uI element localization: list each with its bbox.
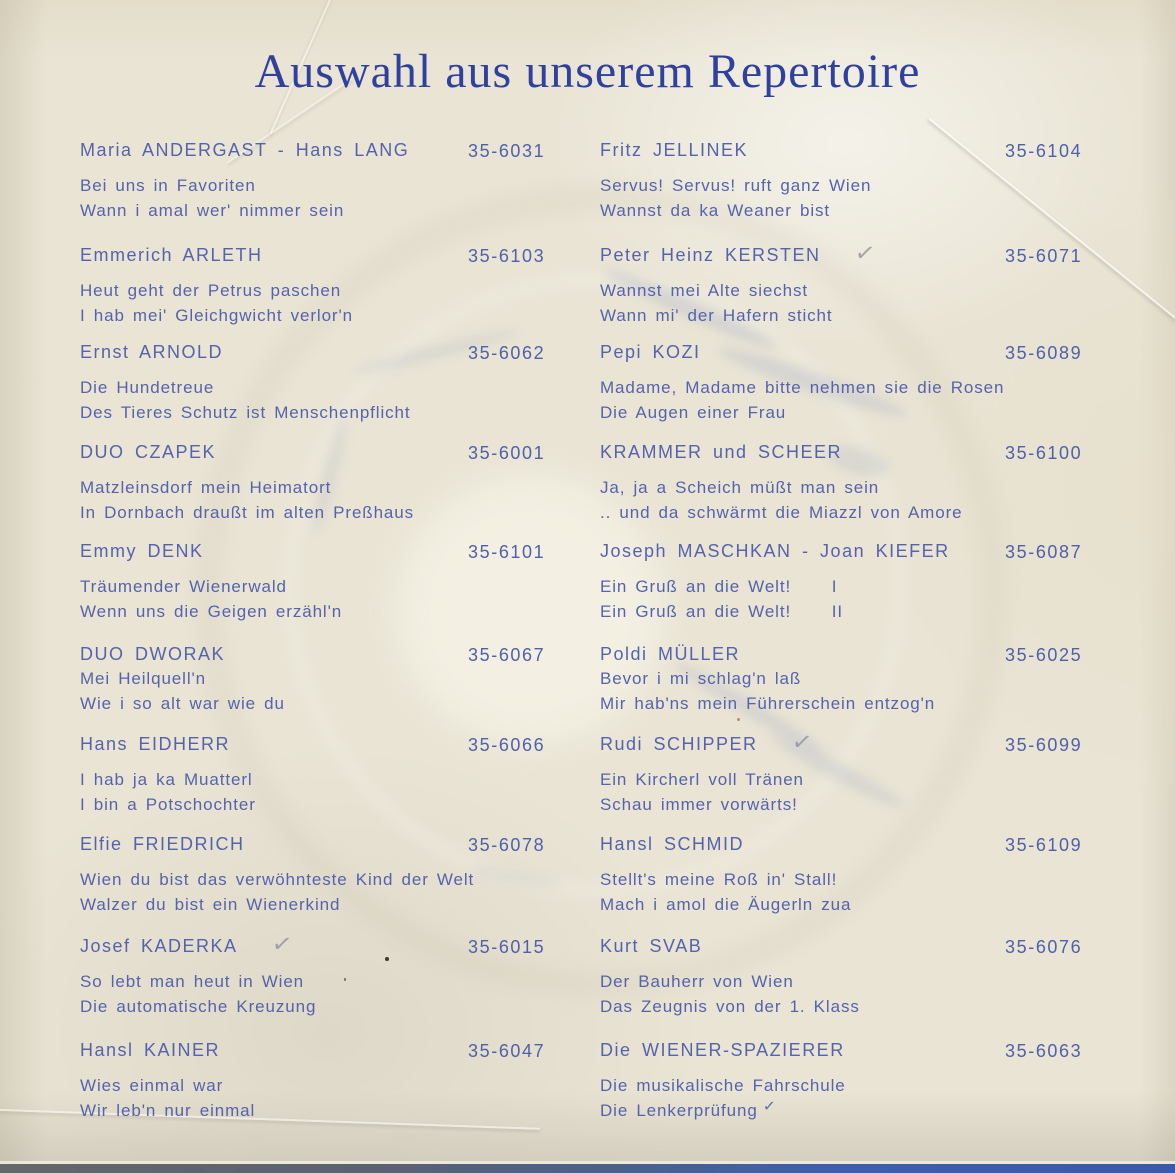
repertoire-entry	[600, 342, 1160, 425]
song-line	[600, 376, 1160, 401]
song-title: I hab mei' Gleichgwicht verlor'n	[80, 305, 353, 325]
song-line	[80, 970, 570, 995]
song-title: Wies einmal war	[80, 1076, 224, 1095]
song-line	[80, 401, 570, 426]
artist-name: Maria ANDERGAST - Hans LANG	[80, 140, 410, 160]
song-list	[600, 476, 1160, 525]
song-title: Ein Gruß an die Welt! II	[600, 601, 843, 621]
artist-name: Ernst ARNOLD	[80, 342, 224, 362]
song-line	[600, 401, 1160, 426]
song-line	[600, 600, 1160, 625]
song-line	[600, 692, 1160, 717]
song-title: Wie i so alt war wie du	[80, 693, 285, 713]
repertoire-entry	[80, 442, 570, 525]
catalog-number: 35-6089	[1005, 343, 1083, 363]
song-line	[600, 868, 1160, 893]
song-title: Die musikalische Fahrschule	[600, 1076, 846, 1095]
catalog-number: 35-6063	[1005, 1041, 1083, 1061]
repertoire-entry	[600, 442, 1160, 525]
song-line	[80, 667, 570, 692]
song-title: Walzer du bist ein Wienerkind	[80, 894, 341, 914]
song-title: Wann i amal wer' nimmer sein	[80, 200, 345, 220]
song-line	[80, 692, 570, 717]
song-title: Heut geht der Petrus paschen	[80, 281, 342, 300]
song-list	[80, 1074, 570, 1123]
song-title: I hab ja ka Muatterl	[80, 770, 253, 789]
song-title: Des Tieres Schutz ist Menschenpflicht	[80, 402, 411, 422]
song-line	[600, 279, 1160, 304]
song-line	[600, 893, 1160, 918]
song-line	[600, 501, 1160, 526]
repertoire-entry	[80, 245, 570, 328]
catalog-number: 35-6071	[1005, 246, 1083, 266]
song-line	[80, 199, 570, 224]
repertoire-column-left	[80, 0, 570, 1173]
song-title: Mei Heilquell'n	[80, 669, 207, 688]
artist-name: Fritz JELLINEK	[600, 140, 749, 160]
song-title: Wannst da ka Weaner bist	[600, 200, 831, 220]
song-line	[80, 376, 570, 401]
repertoire-entry	[80, 834, 570, 917]
catalog-number: 35-6100	[1005, 443, 1083, 463]
pencil-checkmark: ✓	[852, 237, 877, 269]
song-list	[600, 174, 1160, 223]
pencil-checkmark: ✓	[789, 726, 814, 758]
artist-name: Pepi KOZI	[600, 342, 701, 362]
song-title: Ein Kircherl voll Tränen	[600, 770, 804, 789]
song-list	[80, 376, 570, 425]
song-line	[600, 476, 1160, 501]
artist-name: Elfie FRIEDRICH	[80, 834, 245, 854]
song-line	[80, 995, 570, 1020]
song-line	[80, 304, 570, 329]
artist-name: DUO DWORAK	[80, 644, 225, 664]
song-title: Ja, ja a Scheich müßt man sein	[600, 478, 880, 497]
repertoire-entry	[80, 541, 570, 624]
page-title: Auswahl aus unserem Repertoire	[254, 45, 921, 98]
song-title: Matzleinsdorf mein Heimatort	[80, 478, 332, 497]
song-list	[600, 279, 1160, 328]
song-list	[600, 768, 1160, 817]
song-title: Die Lenkerprüfung	[600, 1100, 758, 1120]
song-line	[80, 575, 570, 600]
catalog-number: 35-6104	[1005, 141, 1083, 161]
catalog-number: 35-6015	[468, 937, 546, 957]
catalog-number: 35-6103	[468, 246, 546, 266]
song-list	[80, 279, 570, 328]
song-line	[600, 768, 1160, 793]
artist-name: Poldi MÜLLER	[600, 644, 741, 664]
artist-name: Emmy DENK	[80, 541, 204, 561]
song-line	[80, 768, 570, 793]
song-title: Ein Gruß an die Welt! I	[600, 577, 838, 596]
artist-name: Josef KADERKA	[80, 936, 238, 956]
song-title: Die automatische Kreuzung	[80, 996, 317, 1016]
song-list	[80, 868, 570, 917]
artist-name: Hansl KAINER	[80, 1040, 221, 1060]
song-line	[80, 1074, 570, 1099]
song-title: Servus! Servus! ruft ganz Wien	[600, 176, 872, 195]
catalog-number: 35-6062	[468, 343, 546, 363]
song-title: Träumender Wienerwald	[80, 577, 287, 596]
song-line	[80, 501, 570, 526]
pencil-checkmark: ✓	[269, 928, 294, 960]
repertoire-entry	[600, 936, 1160, 1019]
song-line	[80, 893, 570, 918]
song-title: Wann mi' der Hafern sticht	[600, 305, 833, 325]
repertoire-entry	[600, 726, 1160, 817]
repertoire-entry	[80, 1040, 570, 1123]
song-line	[600, 1096, 1160, 1124]
artist-name: Kurt SVAB	[600, 936, 703, 956]
artist-name: Emmerich ARLETH	[80, 245, 263, 265]
song-title: In Dornbach draußt im alten Preßhaus	[80, 502, 415, 522]
catalog-number: 35-6047	[468, 1041, 546, 1061]
song-line	[80, 1099, 570, 1124]
repertoire-entry	[600, 541, 1160, 624]
song-list	[80, 476, 570, 525]
song-line	[80, 868, 570, 893]
repertoire-entry	[80, 644, 570, 716]
song-line	[600, 667, 1160, 692]
song-list	[80, 575, 570, 624]
artist-name: DUO CZAPEK	[80, 442, 217, 462]
song-list	[80, 970, 570, 1019]
song-list	[600, 970, 1160, 1019]
song-line	[600, 174, 1160, 199]
artist-name: Joseph MASCHKAN - Joan KIEFER	[600, 541, 950, 561]
song-title: I bin a Potschochter	[80, 794, 256, 814]
repertoire-entry	[80, 140, 570, 223]
song-title: Wenn uns die Geigen erzähl'n	[80, 601, 343, 621]
song-line	[600, 304, 1160, 329]
artist-name: Hans EIDHERR	[80, 734, 231, 754]
song-line	[80, 600, 570, 625]
song-title: Stellt's meine Roß in' Stall!	[600, 870, 838, 889]
repertoire-entry	[80, 342, 570, 425]
song-list	[600, 868, 1160, 917]
song-line	[600, 793, 1160, 818]
song-line	[600, 995, 1160, 1020]
repertoire-entry	[600, 644, 1160, 716]
song-title: Bei uns in Favoriten	[80, 176, 256, 195]
repertoire-entry	[80, 928, 570, 1019]
catalog-number: 35-6031	[468, 141, 546, 161]
repertoire-entry	[600, 140, 1160, 223]
song-list	[600, 575, 1160, 624]
song-title: Das Zeugnis von der 1. Klass	[600, 996, 860, 1016]
sleeve-bottom-edge	[0, 1164, 1175, 1173]
song-title: Der Bauherr von Wien	[600, 972, 794, 991]
artist-name: KRAMMER und SCHEER	[600, 442, 843, 462]
catalog-number: 35-6067	[468, 645, 546, 665]
song-line	[80, 279, 570, 304]
pencil-checkmark: ✓	[762, 1096, 777, 1115]
catalog-number: 35-6078	[468, 835, 546, 855]
song-list	[600, 1074, 1160, 1123]
song-title: Bevor i mi schlag'n laß	[600, 669, 802, 688]
song-title: Wir leb'n nur einmal	[80, 1100, 256, 1120]
song-title: Schau immer vorwärts!	[600, 794, 798, 814]
repertoire-entry	[600, 1040, 1160, 1123]
song-title: Mir hab'ns mein Führerschein entzog'n	[600, 693, 936, 713]
catalog-number: 35-6099	[1005, 735, 1083, 755]
catalog-number: 35-6087	[1005, 542, 1083, 562]
song-list	[80, 667, 570, 716]
catalog-number: 35-6076	[1005, 937, 1083, 957]
catalog-number: 35-6101	[468, 542, 546, 562]
artist-name: Hansl SCHMID	[600, 834, 745, 854]
song-title: Wannst mei Alte siechst	[600, 281, 809, 300]
song-list	[80, 174, 570, 223]
song-title: Mach i amol die Äugerln zua	[600, 894, 852, 914]
repertoire-entry	[600, 834, 1160, 917]
repertoire-entry	[80, 734, 570, 817]
song-line	[80, 174, 570, 199]
song-line	[80, 793, 570, 818]
song-title: Die Augen einer Frau	[600, 402, 787, 422]
song-title: Die Hundetreue	[80, 378, 215, 397]
artist-name: Peter Heinz KERSTEN	[600, 245, 821, 265]
song-title: Wien du bist das verwöhnteste Kind der Welt	[80, 870, 475, 889]
song-list	[600, 376, 1160, 425]
song-line	[600, 575, 1160, 600]
repertoire-column-right	[600, 0, 1160, 1173]
song-line	[600, 199, 1160, 224]
catalog-number: 35-6025	[1005, 645, 1083, 665]
song-line	[600, 1074, 1160, 1099]
repertoire-entry	[600, 237, 1160, 328]
catalog-number: 35-6001	[468, 443, 546, 463]
song-list	[600, 667, 1160, 716]
song-title: So lebt man heut in Wien	[80, 972, 305, 991]
artist-name: Die WIENER-SPAZIERER	[600, 1040, 845, 1060]
catalog-number: 35-6066	[468, 735, 546, 755]
catalog-number: 35-6109	[1005, 835, 1083, 855]
song-list	[80, 768, 570, 817]
song-title: .. und da schwärmt die Miazzl von Amore	[600, 502, 963, 522]
song-line	[600, 970, 1160, 995]
song-title: Madame, Madame bitte nehmen sie die Rosen	[600, 378, 1005, 397]
artist-name: Rudi SCHIPPER	[600, 734, 758, 754]
song-line	[80, 476, 570, 501]
